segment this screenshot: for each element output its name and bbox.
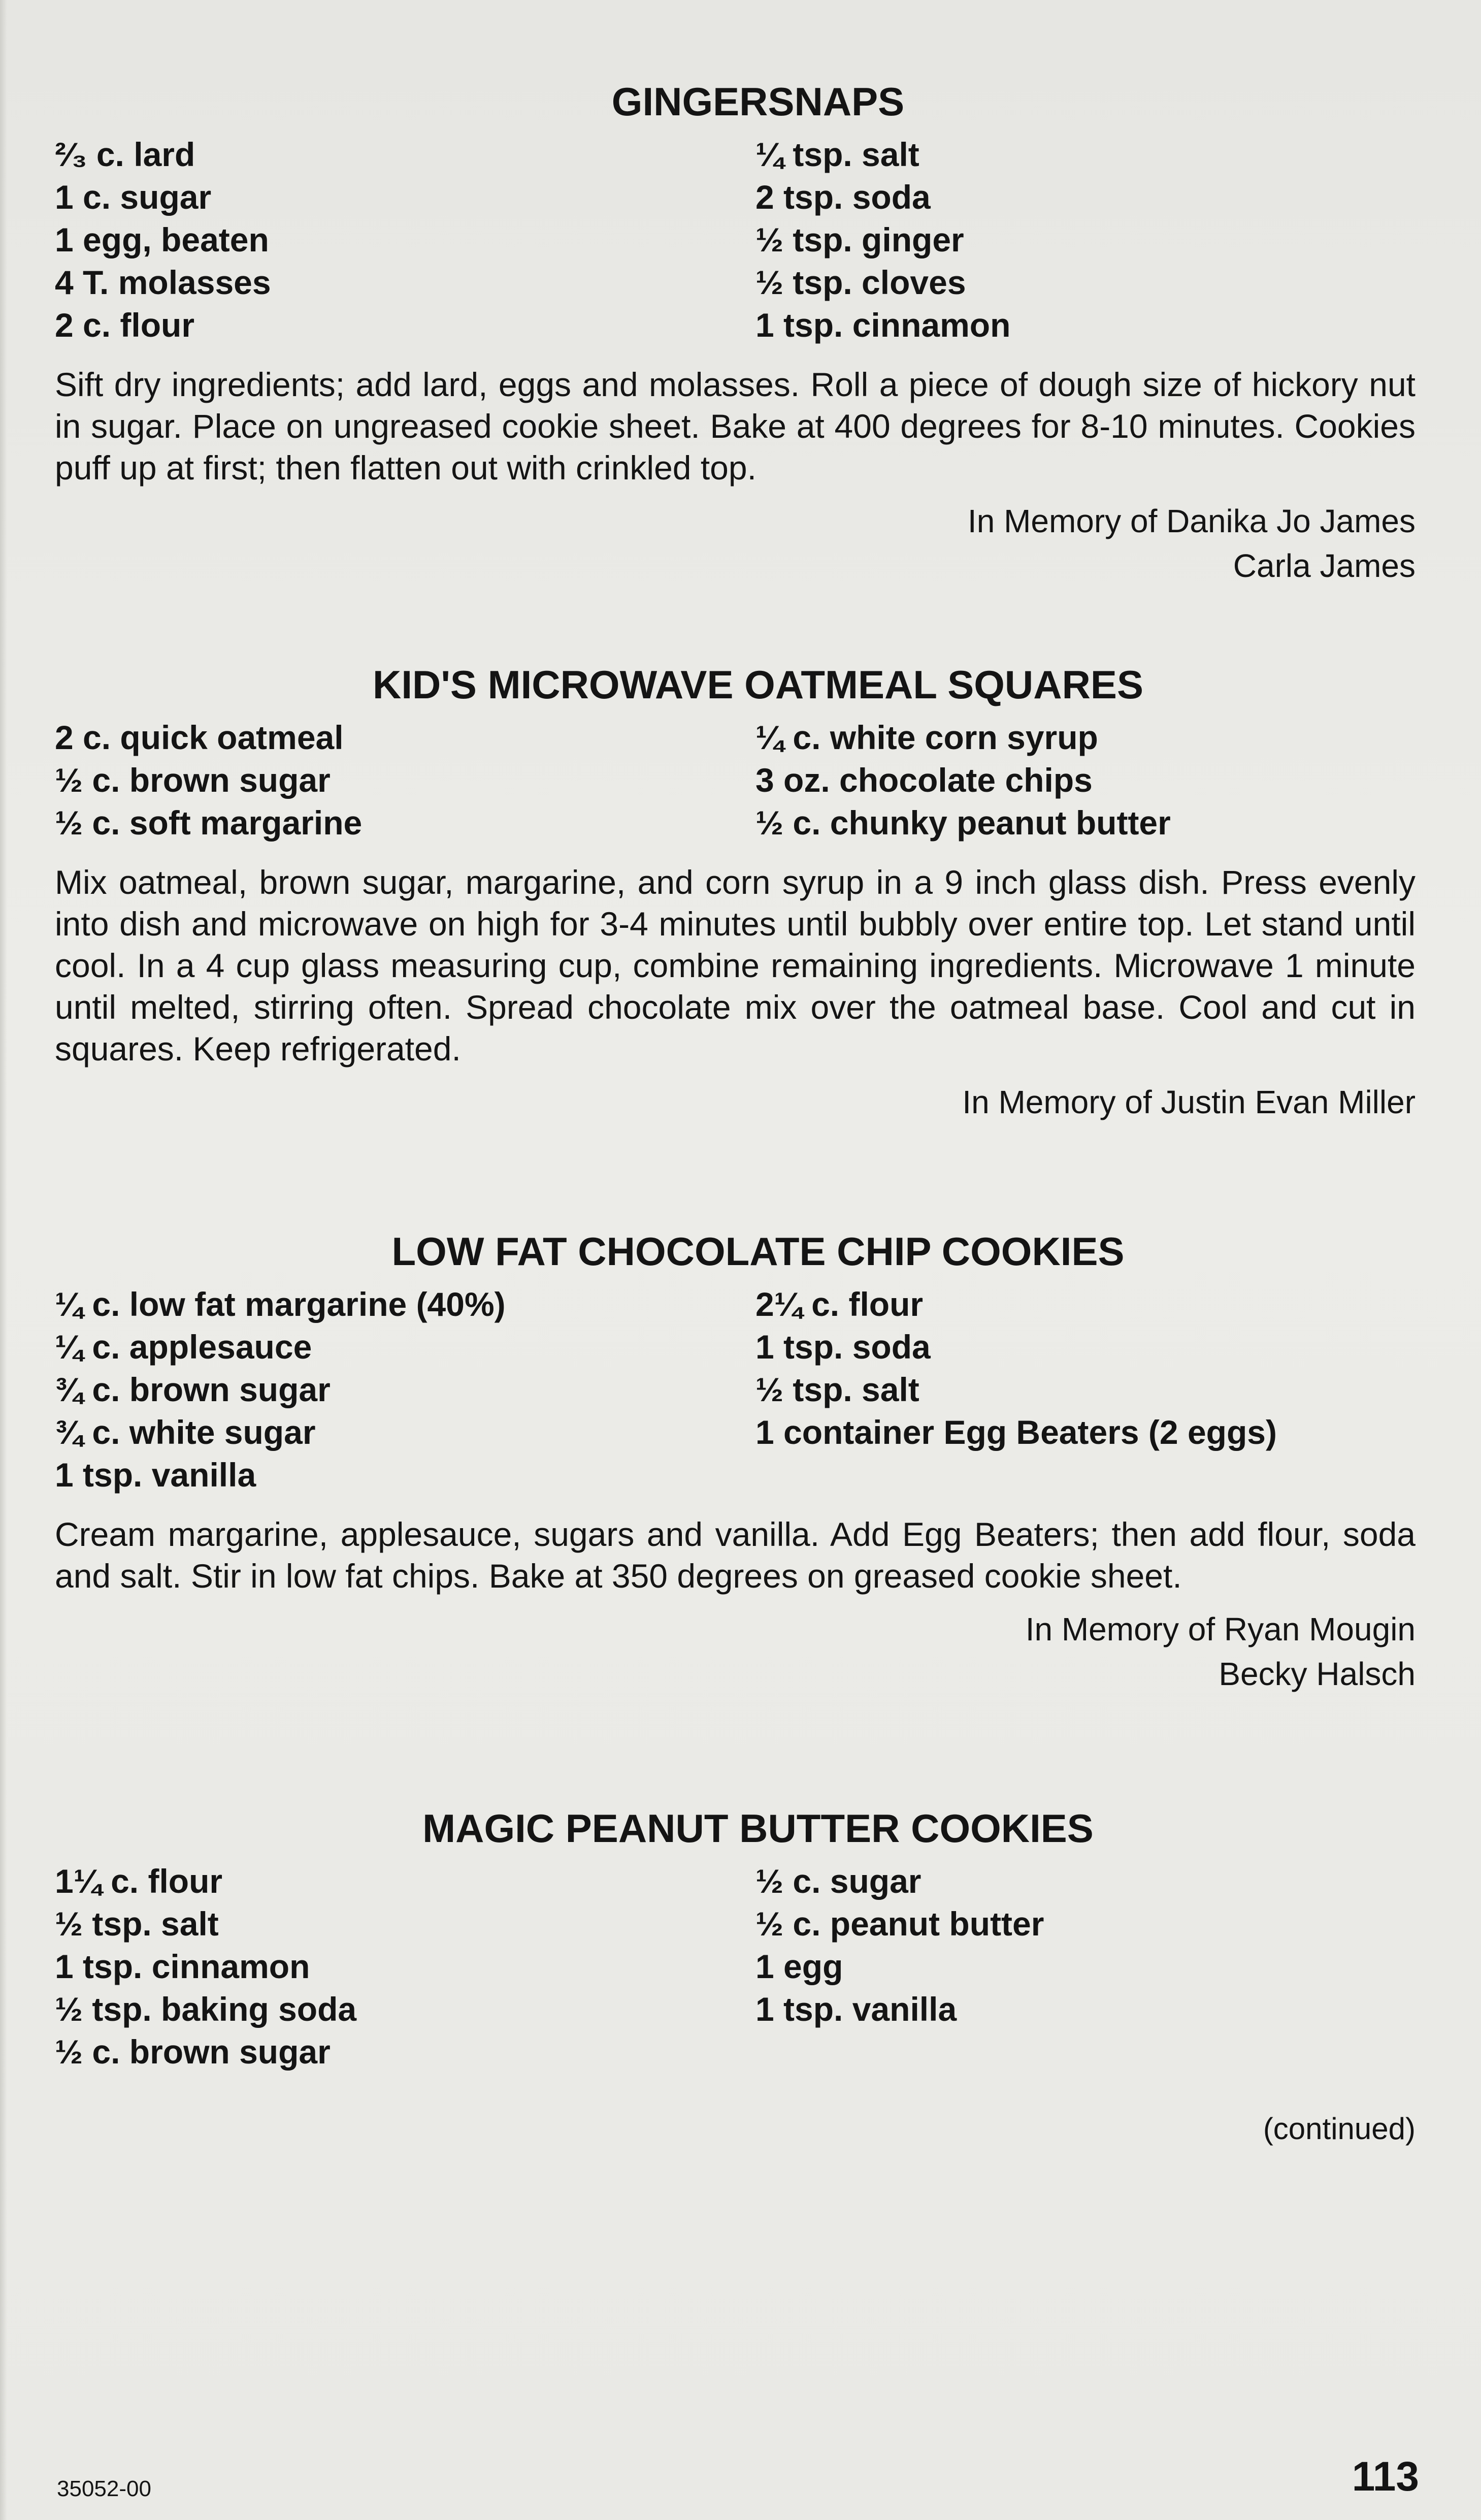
memorial-dedication: [55, 1607, 1416, 1696]
ingredient-column-left: [55, 1860, 755, 2073]
recipe-directions: Mix oatmeal, brown sugar, margarine, and corn syrup in a 9 inch glass dish. Press evenly into dish and microwave on high for 3-4 minutes until bubbly over entire top. Let stand until cool. In a 4 cup glass measuring cup, combine remaining ingredients. Microwave 1 minute until melted, stirring often. Spread chocolate mix over the oatmeal base. Cool and cut in squares. Keep refrigerated.: [55, 863, 1416, 1068]
ingredient-list: [55, 133, 1416, 346]
ingredient: ½ c. brown sugar: [55, 761, 331, 799]
ingredient-column-right: [755, 1860, 1416, 2073]
ingredient: ½ tsp. ginger: [755, 221, 964, 259]
ingredient: 1 c. sugar: [55, 178, 212, 216]
ingredient-column-right: [755, 1283, 1416, 1496]
ingredient: 1 tsp. vanilla: [55, 1456, 256, 1494]
ingredient-column-right: [755, 716, 1416, 844]
memorial-line: In Memory of Justin Evan Miller: [962, 1084, 1416, 1120]
recipe-spacer: [55, 1124, 1416, 1226]
ingredient-column-left: [55, 1283, 755, 1496]
ingredient: 2 c. flour: [55, 306, 195, 344]
ingredient: ¾ c. white sugar: [55, 1413, 316, 1451]
ingredient: 2 c. quick oatmeal: [55, 719, 344, 756]
ingredient: ¼ c. applesauce: [55, 1328, 312, 1366]
ingredient: ¼ tsp. salt: [755, 136, 919, 173]
ingredient: ²⁄₃ c. lard: [55, 136, 195, 173]
ingredient: 1 egg, beaten: [55, 221, 269, 259]
ingredient: ¾ c. brown sugar: [55, 1371, 331, 1408]
ingredient: ½ c. sugar: [755, 1862, 921, 1900]
ingredient: 2 tsp. soda: [755, 178, 931, 216]
memorial-dedication: [55, 1080, 1416, 1124]
recipe-low-fat-chocolate-chip-cookies: [55, 1226, 1416, 1696]
page-content: [55, 76, 1416, 2149]
recipe-directions: Sift dry ingredients; add lard, eggs and molasses. Roll a piece of dough size of hickory nut in sugar. Place on ungreased cookie sheet. Bake at 400 degrees for 8-10 minutes. Cookies puff up at first; then flatten out with crinkled top.: [55, 366, 1416, 487]
recipe-directions: Cream margarine, applesauce, sugars and vanilla. Add Egg Beaters; then add flour, soda and salt. Stir in low fat chips. Bake at 350 degrees on greased cookie sheet.: [55, 1515, 1416, 1595]
footer-book-code: 35052-00: [57, 2476, 151, 2501]
ingredient: ½ c. chunky peanut butter: [755, 804, 1171, 842]
recipe-magic-peanut-butter-cookies: [55, 1803, 1416, 2149]
memorial-line: In Memory of Danika Jo James: [967, 503, 1416, 539]
recipe-title: MAGIC PEANUT BUTTER COOKIES: [422, 1806, 1094, 1851]
ingredient-column-right: [755, 133, 1416, 346]
ingredient: ¼ c. white corn syrup: [755, 719, 1098, 756]
ingredient-list: [55, 716, 1416, 844]
recipe-title: LOW FAT CHOCOLATE CHIP COOKIES: [391, 1229, 1125, 1274]
ingredient-column-left: [55, 716, 755, 844]
ingredient-list: [55, 1283, 1416, 1496]
ingredient: ½ c. brown sugar: [55, 2033, 331, 2071]
recipe-title: KID'S MICROWAVE OATMEAL SQUARES: [373, 662, 1143, 707]
ingredient: 4 T. molasses: [55, 264, 271, 301]
ingredient: 1 egg: [755, 1948, 843, 1985]
ingredient: 2¼ c. flour: [755, 1285, 924, 1323]
recipe-kids-microwave-oatmeal-squares: [55, 659, 1416, 1124]
ingredient: ¼ c. low fat margarine (40%): [55, 1285, 506, 1323]
recipe-title: GINGERSNAPS: [611, 79, 905, 124]
ingredient: ½ tsp. baking soda: [55, 1990, 357, 2028]
page-number: 113: [1352, 2453, 1419, 2500]
ingredient: 1¼ c. flour: [55, 1862, 223, 1900]
ingredient-column-left: [55, 133, 755, 346]
recipe-gingersnaps: [55, 76, 1416, 588]
continued-note: (continued): [1263, 2112, 1416, 2146]
ingredient-list: [55, 1860, 1416, 2073]
ingredient: ½ tsp. salt: [55, 1905, 219, 1943]
page-edge-shadow: [0, 0, 7, 2520]
contributor-name: Carla James: [1233, 547, 1416, 584]
ingredient: ½ c. soft margarine: [55, 804, 363, 842]
memorial-line: In Memory of Ryan Mougin: [1025, 1611, 1416, 1647]
ingredient: ½ tsp. salt: [755, 1371, 919, 1408]
ingredient: 1 tsp. cinnamon: [55, 1948, 310, 1985]
ingredient: 1 container Egg Beaters (2 eggs): [755, 1413, 1277, 1451]
recipe-spacer: [55, 1696, 1416, 1803]
ingredient: 3 oz. chocolate chips: [755, 761, 1093, 799]
ingredient: 1 tsp. vanilla: [755, 1990, 957, 2028]
ingredient: ½ c. peanut butter: [755, 1905, 1044, 1943]
ingredient: 1 tsp. cinnamon: [755, 306, 1011, 344]
recipe-spacer: [55, 588, 1416, 659]
memorial-dedication: [55, 499, 1416, 588]
contributor-name: Becky Halsch: [1219, 1656, 1416, 1692]
ingredient: ½ tsp. cloves: [755, 264, 966, 301]
ingredient: 1 tsp. soda: [755, 1328, 931, 1366]
